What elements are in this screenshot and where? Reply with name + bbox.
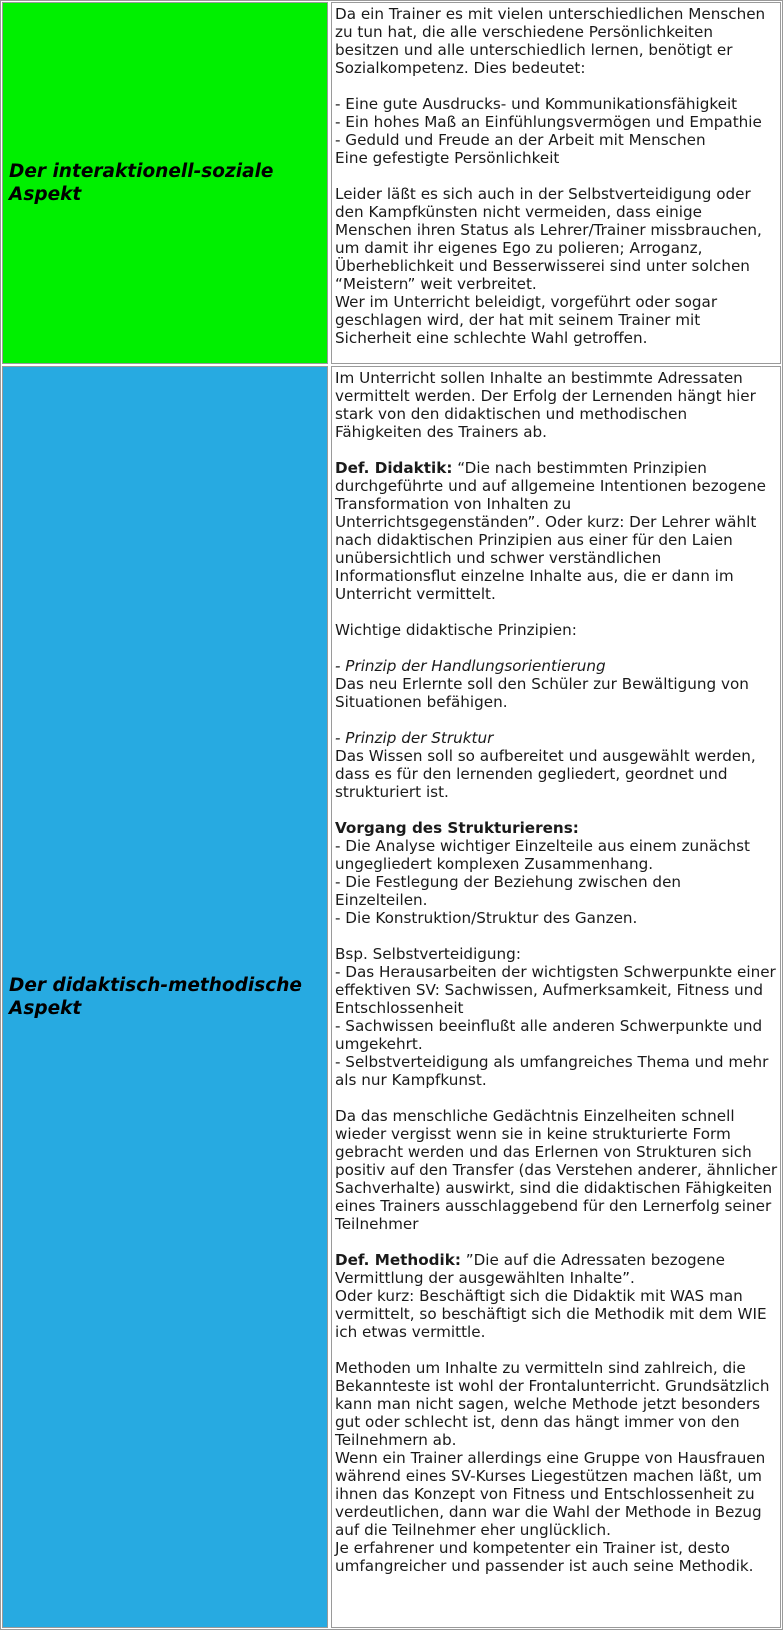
competence-item: - Geduld und Freude an der Arbeit mit Menschen — [335, 131, 706, 149]
table-row-didactic-aspect — [2, 366, 781, 1628]
aspect-label-cell — [2, 2, 328, 364]
competence-item: - Eine gute Ausdrucks- und Kommunikationsfähigkeit — [335, 95, 738, 113]
table-row-social-aspect — [2, 2, 781, 364]
definition-text: ”Die auf die Adressaten bezogene Vermittlung der ausgewählten Inhalte”. — [335, 1251, 725, 1287]
competence-item: - Ein hohes Maß an Einfühlungsvermögen und Empathie — [335, 113, 762, 131]
aspect-label: Der interaktionell-soziale Aspekt — [9, 161, 274, 205]
principle-title: - Prinzip der Handlungsorientierung — [335, 657, 606, 675]
example-item: - Sachwissen beeinflußt alle anderen Schwerpunkte und umgekehrt. — [335, 1017, 763, 1053]
paragraph-memory: Da das menschliche Gedächtnis Einzelheiten schnell wieder vergisst wenn sie in keine strukturierte Form gebracht werden und das Erlernen von Strukturen sich positiv auf den Transfer (das Verstehen anderer, ähnlicher Sachverhalte) auswirkt, sind die didaktischen Fähigkeiten eines Trainers ausschlaggebend für den Lernerfolg seiner Teilnehmer — [335, 1107, 778, 1233]
example-item: - Das Herausarbeiten der wichtigsten Schwerpunkte einer effektiven SV: Sachwissen, Aufmerksamkeit, Fitness und Entschlossenheit — [335, 963, 776, 1017]
aspect-content-cell — [331, 366, 781, 1628]
example-heading: Bsp. Selbstverteidigung: — [335, 945, 521, 963]
paragraph-intro: Da ein Trainer es mit vielen unterschiedlichen Menschen zu tun hat, die alle verschiedene Persönlichkeiten besitzen und alle unterschiedlich lernen, benötigt er Sozialkompetenz. Dies bedeutet: — [335, 5, 766, 77]
paragraph-methods: Je erfahrener und kompetenter ein Trainer ist, desto umfangreicher und passender ist auch seine Methodik. — [335, 1539, 754, 1575]
structuring-item: - Die Konstruktion/Struktur des Ganzen. — [335, 909, 638, 927]
paragraph-methods: Wenn ein Trainer allerdings eine Gruppe von Hausfrauen während eines SV-Kurses Liegestützen machen läßt, um ihnen das Konzept von Fitness und Entschlossenheit zu verdeutlichen, dann war die Wahl der Methode in Bezug auf die Teilnehmer eher unglücklich. — [335, 1449, 766, 1539]
definition-methodik-short: Oder kurz: Beschäftigt sich die Didaktik mit WAS man vermittelt, so beschäftigt sich die Methodik mit dem WIE ich etwas vermittle. — [335, 1287, 767, 1341]
aspect-label-cell — [2, 366, 328, 1628]
paragraph-ego: Leider läßt es sich auch in der Selbstverteidigung oder den Kampfkünsten nicht vermeiden, dass einige Menschen ihren Status als Lehrer/Trainer missbrauchen, um damit ihr eigenes Ego zu polieren; Arroganz, Überheblichkeit und Besserwisserei sind unter solchen “Meistern” weit verbreitet. — [335, 185, 762, 293]
principle-text: Das neu Erlernte soll den Schüler zur Bewältigung von Situationen befähigen. — [335, 675, 749, 711]
structuring-item: - Die Analyse wichtiger Einzelteile aus einem zunächst ungegliedert komplexen Zusammenhang. — [335, 837, 750, 873]
structuring-heading: Vorgang des Strukturierens: — [335, 819, 579, 837]
aspect-content-cell — [331, 2, 781, 364]
paragraph-methods: Methoden um Inhalte zu vermitteln sind zahlreich, die Bekannteste ist wohl der Frontalunterricht. Grundsätzlich kann man nicht sagen, welche Methode jetzt besonders gut oder schlecht ist, denn das hängt immer von den Teilnehmern ab. — [335, 1359, 770, 1449]
definition-term: Def. Didaktik: — [335, 459, 453, 477]
definition-term: Def. Methodik: — [335, 1251, 461, 1269]
definition-methodik — [335, 1251, 778, 1287]
paragraph-bad-choice: Wer im Unterricht beleidigt, vorgeführt oder sogar geschlagen wird, der hat mit seinem Trainer mit Sicherheit eine schlechte Wahl getroffen. — [335, 293, 718, 347]
aspect-label: Der didaktisch-methodische Aspekt — [9, 975, 302, 1019]
structuring-item: - Die Festlegung der Beziehung zwischen den Einzelteilen. — [335, 873, 682, 909]
paragraph-intro: Im Unterricht sollen Inhalte an bestimmte Adressaten vermittelt werden. Der Erfolg der Lernenden hängt hier stark von den didaktischen und methodischen Fähigkeiten des Trainers ab. — [335, 369, 756, 441]
principles-heading: Wichtige didaktische Prinzipien: — [335, 621, 577, 639]
definition-text: “Die nach bestimmten Prinzipien durchgeführte und auf allgemeine Intentionen bezogene Transformation von Inhalten zu Unterrichtsgegenständen”. Oder kurz: Der Lehrer wählt nach didaktischen Prinzipien aus einer für den Laien unübersichtlich und schwer verständlichen Informationsflut einzelne Inhalte aus, die er dann im Unterricht vermittelt. — [335, 459, 766, 603]
competence-item: Eine gefestigte Persönlichkeit — [335, 149, 560, 167]
example-item: - Selbstverteidigung als umfangreiches Thema und mehr als nur Kampfkunst. — [335, 1053, 769, 1089]
principle-text: Das Wissen soll so aufbereitet und ausgewählt werden, dass es für den lernenden gegliedert, geordnet und strukturiert ist. — [335, 747, 756, 801]
definition-didaktik — [335, 459, 778, 603]
principle-title: - Prinzip der Struktur — [335, 729, 494, 747]
